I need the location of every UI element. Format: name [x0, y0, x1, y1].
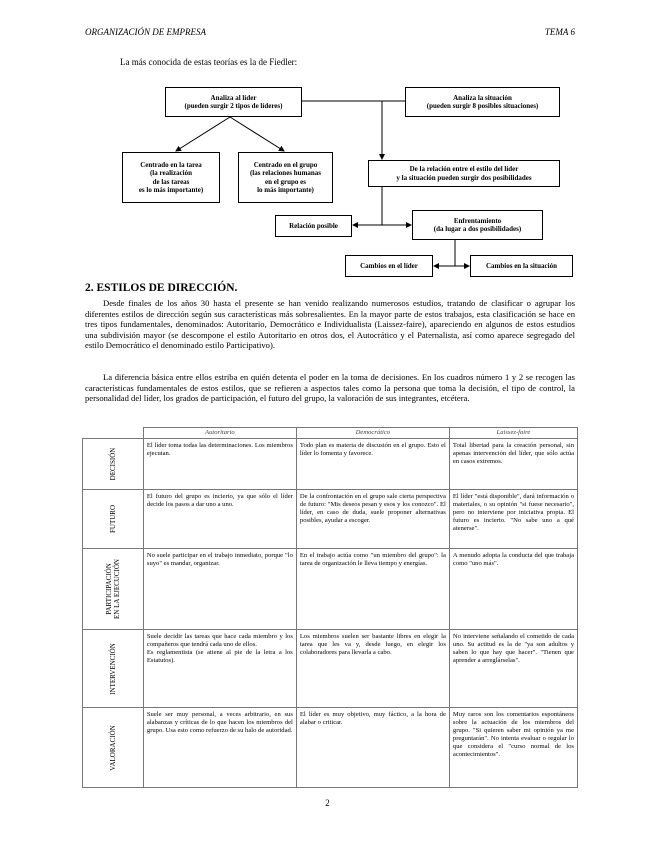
- table-cell: De la confrontación en el grupo sale cierta perspectiva de futuro: "Mis deseos pesan y esos y los conozco". El líder, en caso de duda, suele proponer alternativas posibles, ayudar a escoger.: [296, 490, 449, 549]
- row-label: DECISIÓN: [108, 447, 117, 481]
- box-analyze-situation: Analiza la situación (pueden surgir 8 posibles situaciones): [405, 87, 560, 117]
- intro-text: La más conocida de estas teorías es la de Fiedler:: [120, 57, 298, 67]
- table-cell: Total libertad para la creación personal, sin apenas intervención del líder, que sólo actúa en casos extremos.: [449, 439, 577, 490]
- header-title: ORGANIZACIÓN DE EMPRESA: [85, 27, 206, 37]
- header-chapter: TEMA 6: [544, 27, 575, 37]
- table-cell: Suele decidir las tareas que hace cada miembro y los compañeros que tendrá cada uno de ellos. Es reglamentista (se atiene al pie de la letra a los Estatutos).: [143, 630, 296, 708]
- box-situation-changes: Cambios en la situación: [470, 255, 573, 277]
- box-possible-relation: Relación posible: [275, 215, 352, 237]
- table-cell: No suele participar en el trabajo inmediato, porque "lo suyo" es mandar, organizar.: [143, 549, 296, 630]
- row-label: PARTICIPACIÓN EN LA EJECUCIÓN: [104, 559, 121, 619]
- table-cell: El futuro del grupo es incierto, ya que sólo el líder decide los pasos a dar uno a uno.: [143, 490, 296, 549]
- section-heading: 2. ESTILOS DE DIRECCIÓN.: [85, 282, 238, 294]
- row-label: VALORACIÓN: [108, 724, 117, 771]
- box-task-centered: Centrado en la tarea (la realización de las tareas es lo más importante): [122, 152, 220, 203]
- table-cell: En el trabajo actúa como "un miembro del grupo": la tarea de organización le lleva tiempo y energías.: [296, 549, 449, 630]
- row-label: FUTURO: [108, 504, 117, 534]
- box-analyze-leader: Analiza al líder (pueden surgir 2 tipos de líderes): [165, 87, 302, 117]
- leadership-styles-table: [82, 427, 578, 788]
- table-cell: Muy raros son los comentarios espontáneos sobre la actuación de los miembros del grupo. "Si quieren saber mi opinión ya me preguntarán". No intenta evaluar o regular lo que considera el "curso normal de los acontecimientos".: [449, 708, 577, 788]
- table-cell: El líder es muy objetivo, muy fáctico, a la hora de alabar o criticar.: [296, 708, 449, 788]
- column-header: Autoritario: [143, 428, 296, 439]
- table-row: [83, 630, 578, 708]
- column-header: Democrático: [296, 428, 449, 439]
- table-row: [83, 439, 578, 490]
- table-header-row: [83, 428, 578, 439]
- table-row: [83, 490, 578, 549]
- table-cell: A menudo adopta la conducta del que trabaja como "uno más".: [449, 549, 577, 630]
- table-cell: El líder toma todas las determinaciones. Los miembros ejecutan.: [143, 439, 296, 490]
- paragraph: La diferencia básica entre ellos estriba en quién detenta el poder en la toma de decisiones. En los cuadros número 1 y 2 se recogen las características fundamentales de estos estilos, que se refieren a aspectos tales como la persona que toma la decisión, el tipo de control, la personalidad del líder, los grados de participación, el futuro del grupo, la valoración de sus integrantes, etcétera.: [85, 372, 575, 404]
- table-cell: Los miembros suelen ser bastante libres en elegir la tarea que les va y, desde luego, en elegir los colaboradores para llevarla a cabo.: [296, 630, 449, 708]
- table-row: [83, 549, 578, 630]
- box-leader-changes: Cambios en el líder: [345, 255, 433, 277]
- table-row: [83, 708, 578, 788]
- paragraph: Desde finales de los años 30 hasta el presente se han venido realizando numerosos estudios, tratando de clasificar o agrupar los diferentes estilos de dirección según sus características más sobresalientes. En la mayor parte de estos trabajos, esta clasificación se hace en tres tipos fundamentales, denominados: Autoritario, Democrático e Individualista (Laissez-faire), apareciendo en algunos de estos estudios una subdivisión mayor (se descompone el estilo Autoritario en otros dos, el Autocrático y el Paternalista, así como aparece segregado del estilo Democrático el denominado estilo Participativo).: [85, 298, 575, 351]
- row-label: INTERVENCIÓN: [108, 642, 117, 695]
- table-cell: El líder "está disponible", dará información o materiales, o su opinión "si fuese necesario", pero no interviene por iniciativa propia. El futuro es incierto. "No sabe uno a qué atenerse".: [449, 490, 577, 549]
- column-header: Laissez-faire: [449, 428, 577, 439]
- arrow-line: [176, 117, 230, 151]
- table-cell: No interviene señalando el cometido de cada uno. Su actitud es la de "ya son adultos y saben lo que hay que hacer". "Tienen que aprender a arreglárselas".: [449, 630, 577, 708]
- page-number: 2: [325, 798, 330, 808]
- table-cell: Suele ser muy personal, a veces arbitrario, en sus alabanzas y críticas de lo que hacen los miembros del grupo. Usa esto como refuerzo de su halo de autoridad.: [143, 708, 296, 788]
- box-group-centered: Centrado en el grupo (las relaciones humanas en el grupo es lo más importante): [238, 152, 333, 203]
- box-relation: De la relación entre el estilo del líder y la situación pueden surgir dos posibilidades: [368, 160, 560, 187]
- box-confrontation: Enfrentamiento (da lugar a dos posibilidades): [412, 210, 543, 240]
- table-cell: Todo plan es materia de discusión en el grupo. Esto el líder lo fomenta y favorece.: [296, 439, 449, 490]
- arrow-line: [230, 117, 284, 151]
